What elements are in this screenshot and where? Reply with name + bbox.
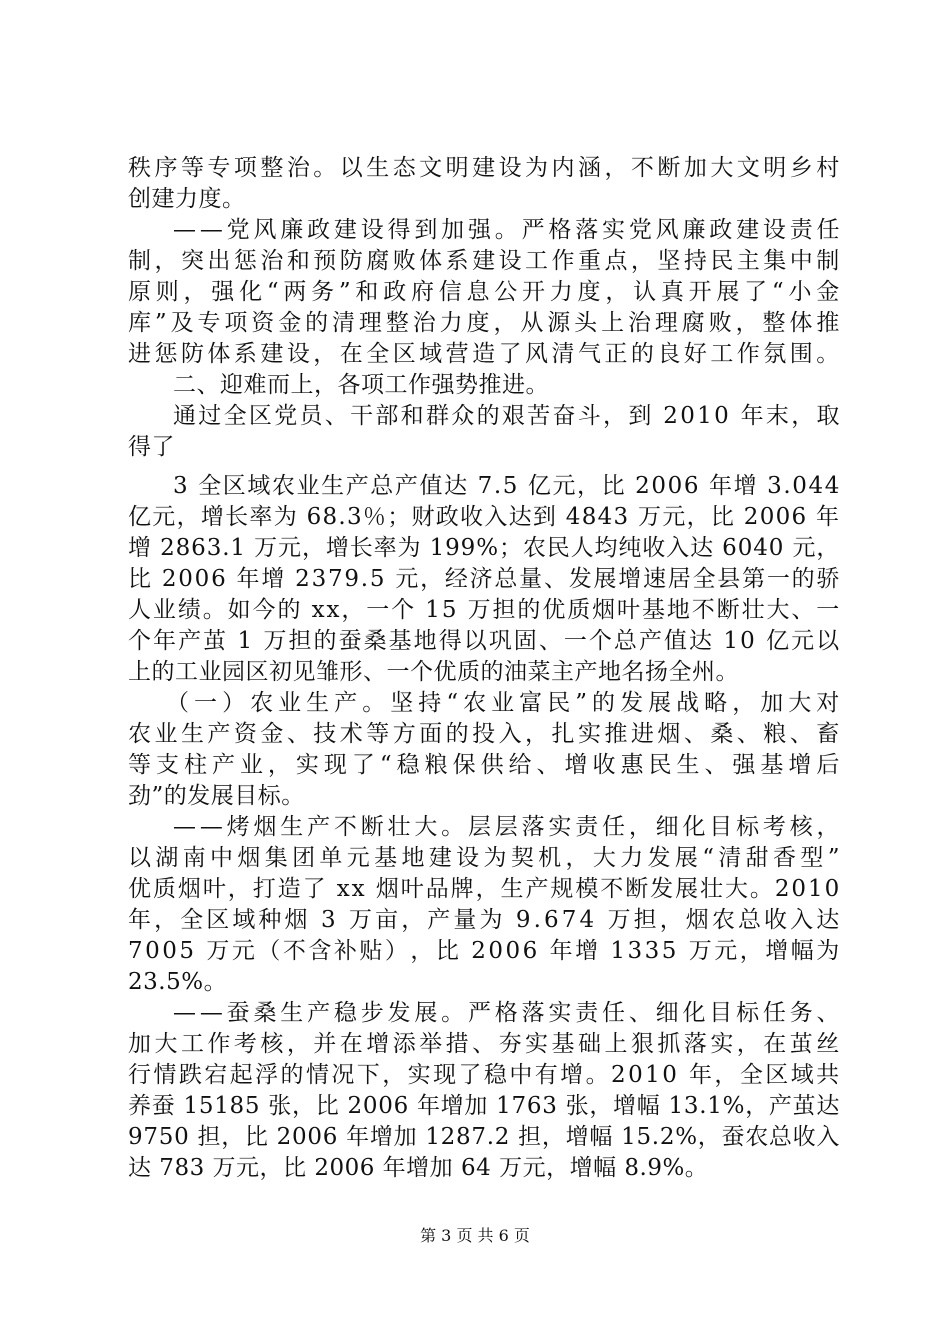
text-line: 得了 xyxy=(128,434,175,460)
text-line: 增 2 8 6 3 . 1 万 元 ， 增 长 率 为 1 9 9 % ； 农 民 人 均 纯 收 入 达 6 0 4 0 元 ， xyxy=(128,535,840,561)
text-line: 劲”的发展目标。 xyxy=(128,783,305,809)
text-line: 3 全 区 域 农 业 生 产 总 产 值 达 7 . 5 亿 元 ， 比 2 0 0 6 年 增 3 . 0 4 4 xyxy=(173,473,840,499)
page-number-footer: 第 3 页 共 6 页 xyxy=(420,1226,530,1245)
text-line: — — 烤 烟 生 产 不 断 壮 大 。 层 层 落 实 责 任 ， 细 化 目 标 考 核 ， xyxy=(173,814,840,840)
text-line: 达 783 万元，比 2006 年增加 64 万元，增幅 8.9%。 xyxy=(128,1155,709,1181)
text-line: 秩 序 等 专 项 整 治 。 以 生 态 文 明 建 设 为 内 涵 ， 不 断 加 大 文 明 乡 村 xyxy=(128,155,840,181)
section-heading: 二、迎难而上，各项工作强势推进。 xyxy=(173,372,549,398)
text-line: 库 ” 及 专 项 资 金 的 清 理 整 治 力 度 ， 从 源 头 上 治 理 腐 败 ， 整 体 推 xyxy=(128,310,840,336)
text-line: 年 ， 全 区 域 种 烟 3 万 亩 ， 产 量 为 9 . 6 7 4 万 担 ， 烟 农 总 收 入 达 xyxy=(128,907,840,933)
text-line: 9 7 5 0 担 ， 比 2 0 0 6 年 增 加 1 2 8 7 . 2 担 ， 增 幅 1 5 . 2 % ， 蚕 农 总 收 入 xyxy=(128,1124,840,1150)
text-line: 原 则 ， 强 化 “ 两 务 ” 和 政 府 信 息 公 开 力 度 ， 认 真 开 展 了 “ 小 金 xyxy=(128,279,840,305)
text-line: 人 业 绩 。 如 今 的 x x ， 一 个 1 5 万 担 的 优 质 烟 叶 基 地 不 断 壮 大 、 一 xyxy=(128,597,840,623)
text-line: 通 过 全 区 党 员 、 干 部 和 群 众 的 艰 苦 奋 斗 ， 到 2 0 1 0 年 末 ， 取 xyxy=(173,403,840,429)
text-line: 进 惩 防 体 系 建 设 ， 在 全 区 域 营 造 了 风 清 气 正 的 良 好 工 作 氛 围 。 xyxy=(128,341,840,367)
text-line: 7 0 0 5 万 元 （ 不 含 补 贴 ） ， 比 2 0 0 6 年 增 1 3 3 5 万 元 ， 增 幅 为 xyxy=(128,938,840,964)
text-line: — — 党 风 廉 政 建 设 得 到 加 强 。 严 格 落 实 党 风 廉 政 建 设 责 任 xyxy=(173,217,840,243)
text-line: 23.5%。 xyxy=(128,969,228,995)
text-line: 养 蚕 1 5 1 8 5 张 ， 比 2 0 0 6 年 增 加 1 7 6 3 张 ， 增 幅 1 3 . 1 % ， 产 茧 达 xyxy=(128,1093,840,1119)
text-line: 个 年 产 茧 1 万 担 的 蚕 桑 基 地 得 以 巩 固 、 一 个 总 产 值 达 1 0 亿 元 以 xyxy=(128,628,840,654)
text-line: 等 支 柱 产 业 ， 实 现 了 “ 稳 粮 保 供 给 、 增 收 惠 民 生 、 强 基 增 后 xyxy=(128,752,840,778)
text-line: 以 湖 南 中 烟 集 团 单 元 基 地 建 设 为 契 机 ， 大 力 发 展 “ 清 甜 香 型 ” xyxy=(128,845,840,871)
text-line: 制 ， 突 出 惩 治 和 预 防 腐 败 体 系 建 设 工 作 重 点 ， 坚 持 民 主 集 中 制 xyxy=(128,248,840,274)
text-line: 优 质 烟 叶 ， 打 造 了 x x 烟 叶 品 牌 ， 生 产 规 模 不 断 发 展 壮 大 。 2 0 1 0 xyxy=(128,876,840,902)
text-line: 农 业 生 产 资 金 、 技 术 等 方 面 的 投 入 ， 扎 实 推 进 烟 、 桑 、 粮 、 畜 xyxy=(128,721,840,747)
text-line: 亿 元 ， 增 长 率 为 6 8 . 3 ％ ； 财 政 收 入 达 到 4 8 4 3 万 元 ， 比 2 0 0 6 年 xyxy=(128,504,840,530)
text-line: 行 情 跌 宕 起 浮 的 情 况 下 ， 实 现 了 稳 中 有 增 。 2 0 1 0 年 ， 全 区 域 共 xyxy=(128,1062,840,1088)
text-line: 加 大 工 作 考 核 ， 并 在 增 添 举 措 、 夯 实 基 础 上 狠 抓 落 实 ， 在 茧 丝 xyxy=(128,1031,840,1057)
text-line: 比 2 0 0 6 年 增 2 3 7 9 . 5 元 ， 经 济 总 量 、 发 展 增 速 居 全 县 第 一 的 骄 xyxy=(128,566,840,592)
text-line: 创建力度。 xyxy=(128,186,246,212)
subsection-heading: （ 一 ） 农 业 生 产 。 坚 持 “ 农 业 富 民 ” 的 发 展 战 略 ， 加 大 对 xyxy=(166,690,840,716)
text-line: — — 蚕 桑 生 产 稳 步 发 展 。 严 格 落 实 责 任 、 细 化 目 标 任 务 、 xyxy=(173,1000,840,1026)
text-line: 上的工业园区初见雏形、一个优质的油菜主产地名扬全州。 xyxy=(128,659,739,685)
